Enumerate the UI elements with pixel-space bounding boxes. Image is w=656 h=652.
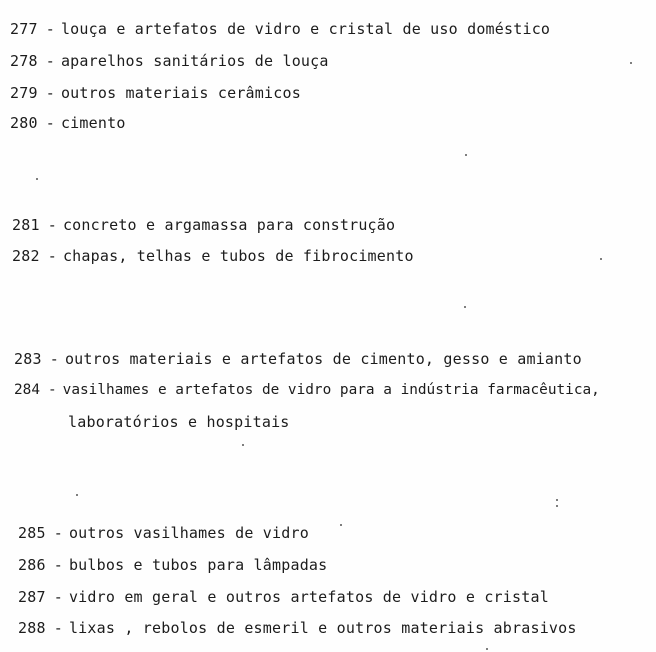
- item-description: vidro em geral e outros artefatos de vidro e cristal: [68, 588, 549, 606]
- list-item: [12, 247, 414, 265]
- item-description: outros materiais cerâmicos: [60, 84, 301, 102]
- scan-speck: [340, 524, 342, 526]
- scan-speck: [556, 505, 558, 507]
- item-separator: -: [53, 524, 63, 542]
- item-code: 277: [10, 20, 38, 38]
- scan-speck: [36, 178, 38, 180]
- list-item: [10, 114, 126, 132]
- item-description: lixas , rebolos de esmeril e outros materiais abrasivos: [68, 619, 577, 637]
- list-item: [18, 556, 327, 574]
- item-code: 280: [10, 114, 38, 132]
- item-description: outros vasilhames de vidro: [68, 524, 309, 542]
- item-separator: -: [53, 619, 63, 637]
- item-code: 279: [10, 84, 38, 102]
- item-separator: -: [48, 382, 57, 398]
- scan-speck: [600, 258, 602, 260]
- item-separator: -: [45, 52, 55, 70]
- scan-speck: [630, 62, 632, 64]
- item-description: chapas, telhas e tubos de fibrocimento: [62, 247, 414, 265]
- list-item: [14, 381, 600, 399]
- item-code: 288: [18, 619, 46, 637]
- item-description: vasilhames e artefatos de vidro para a indústria farmacêutica,: [62, 382, 600, 398]
- item-description: outros materiais e artefatos de cimento, gesso e amianto: [64, 350, 582, 368]
- list-item: [18, 524, 309, 542]
- item-code: 278: [10, 52, 38, 70]
- item-separator: -: [45, 20, 55, 38]
- item-code: 281: [12, 216, 40, 234]
- list-item: [12, 216, 395, 234]
- item-separator: -: [45, 114, 55, 132]
- scan-speck: [242, 444, 244, 446]
- item-separator: -: [47, 247, 57, 265]
- item-code: 282: [12, 247, 40, 265]
- scan-speck: [465, 154, 467, 156]
- item-description: cimento: [60, 114, 126, 132]
- item-description-continuation: laboratórios e hospitais: [68, 413, 290, 431]
- item-separator: -: [53, 588, 63, 606]
- scan-speck: [76, 494, 78, 496]
- item-description: louça e artefatos de vidro e cristal de uso doméstico: [60, 20, 551, 38]
- list-item: [10, 84, 301, 102]
- list-item: [14, 350, 582, 368]
- item-code: 285: [18, 524, 46, 542]
- item-description: aparelhos sanitários de louça: [60, 52, 329, 70]
- item-code: 287: [18, 588, 46, 606]
- item-code: 283: [14, 350, 42, 368]
- item-description: bulbos e tubos para lâmpadas: [68, 556, 328, 574]
- list-item: [10, 52, 329, 70]
- item-separator: -: [45, 84, 55, 102]
- list-item: [18, 588, 549, 606]
- item-separator: -: [49, 350, 59, 368]
- item-description: concreto e argamassa para construção: [62, 216, 396, 234]
- item-separator: -: [47, 216, 57, 234]
- item-code: 284: [14, 382, 40, 398]
- item-code: 286: [18, 556, 46, 574]
- scan-speck: [464, 306, 466, 308]
- item-separator: -: [53, 556, 63, 574]
- list-item: [10, 20, 550, 38]
- list-item: [18, 619, 577, 637]
- scan-speck: [556, 499, 558, 501]
- scan-speck: [486, 648, 488, 650]
